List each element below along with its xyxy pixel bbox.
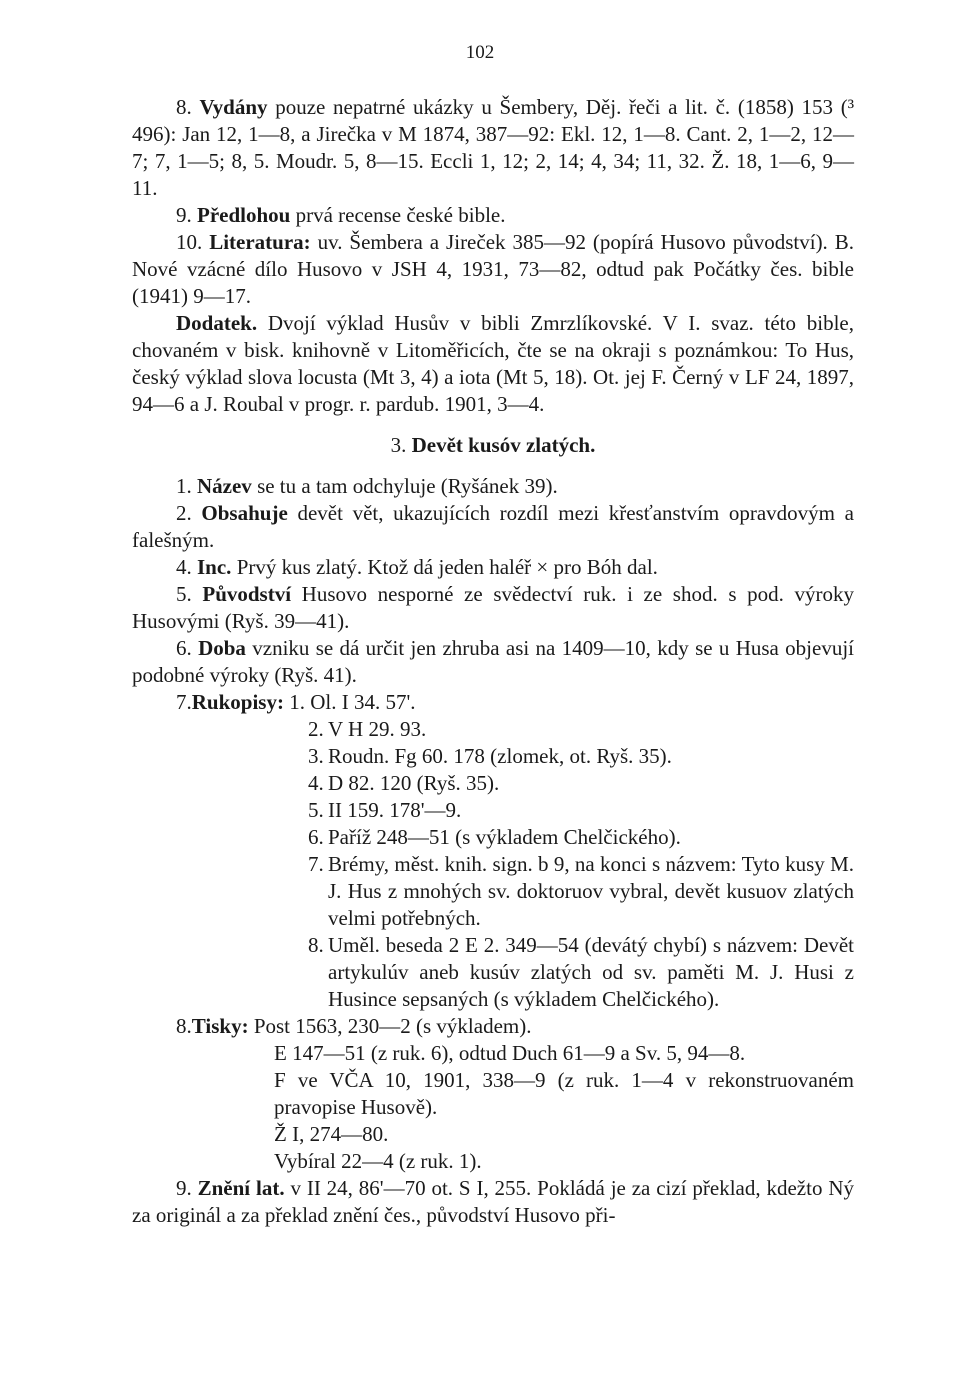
item-text: Prvý kus zlatý. Ktož dá jeden haléř × pro Bóh dal.	[231, 555, 658, 579]
item-number: 1.	[176, 474, 197, 498]
item-text: prvá recense české bible.	[290, 203, 506, 227]
item-number: 9.	[176, 1176, 198, 1200]
item-heading: Název	[197, 474, 252, 498]
prints-heading-row	[132, 1013, 854, 1040]
item-heading: Tisky:	[191, 1014, 249, 1038]
section-heading	[132, 432, 854, 459]
manuscript-number: 4.	[308, 771, 324, 795]
manuscript-entry	[132, 743, 854, 770]
item-number: 10.	[176, 230, 210, 254]
manuscript-number: 2.	[308, 717, 324, 741]
manuscript-entry: 1. Ol. I 34. 57'.	[289, 690, 416, 714]
item-number: 6.	[176, 636, 199, 660]
item-text: Dvojí výklad Husův v bibli Zmrzlíkovské. V I. svaz. této bible, chovaném v bisk. knihovně v Litoměřicích, čte se na okraji s poznámkou: To Hus, český výklad slova locusta (Mt 3, 4) a iota (Mt 5, 18). Ot. jej F. Černý v LF 24, 1897, 94—6 a J. Roubal v progr. r. pardub. 1901, 3—4.	[132, 311, 854, 416]
item-text: se tu a tam odchyluje (Ryšánek 39).	[251, 474, 558, 498]
item-heading: Obsahuje	[201, 501, 288, 525]
manuscript-text: V H 29. 93.	[328, 717, 427, 741]
manuscript-entry	[132, 770, 854, 797]
manuscript-number: 7.	[308, 852, 324, 876]
manuscript-number: 8.	[308, 933, 324, 957]
paragraph-10	[132, 229, 854, 310]
section-item-4	[132, 554, 854, 581]
paragraph-9	[132, 202, 854, 229]
section-item-9	[132, 1175, 854, 1229]
item-heading: Předlohou	[197, 203, 291, 227]
section-title: Devět kusóv zlatých.	[411, 433, 596, 457]
item-heading: Literatura:	[209, 230, 311, 254]
print-entry: F ve VČA 10, 1901, 338—9 (z ruk. 1—4 v rekonstruovaném pravopise Husově).	[274, 1068, 854, 1119]
manuscript-entry	[132, 932, 854, 1013]
print-entry: Ž I, 274—80.	[274, 1122, 389, 1146]
item-heading: Doba	[198, 636, 246, 660]
section-item-5	[132, 581, 854, 635]
item-number: 5.	[176, 582, 203, 606]
manuscript-entry	[132, 851, 854, 932]
section-item-6	[132, 635, 854, 689]
item-heading: Dodatek.	[176, 311, 258, 335]
item-number: 2.	[176, 501, 202, 525]
item-text: uv. Šembera a Jireček 385—92 (popírá Husovo původství). B. Nové vzácné dílo Husovo v JSH 4, 1931, 73—82, odtud pak Počátky čes. bible (1941) 9—17.	[132, 230, 854, 308]
item-text: pouze nepatrné ukázky u Šembery, Děj. řeči a lit. č. (1858) 153 (³ 496): Jan 12, 1—8, a Jirečka v M 1874, 387—92: Ekl. 12, 1—8. Cant. 2, 1—2, 12—7; 7, 1—5; 8, 5. Moudr. 5, 8—15. Eccli 1, 12; 2, 14; 4, 34; 11, 32. Ž. 18, 1—6, 9—11.	[132, 95, 854, 200]
manuscript-number: 5.	[308, 798, 324, 822]
section-item-1	[132, 473, 854, 500]
item-number: 7.	[176, 690, 192, 714]
page-body	[132, 94, 854, 1229]
item-heading: Původství	[202, 582, 292, 606]
print-entry: Post 1563, 230—2 (s výkladem).	[253, 1014, 532, 1038]
item-text: devět vět, ukazujících rozdíl mezi křesťanstvím opravdovým a falešným.	[132, 501, 855, 552]
manuscript-text: D 82. 120 (Ryš. 35).	[328, 771, 500, 795]
print-entry: Vybíral 22—4 (z ruk. 1).	[274, 1149, 482, 1173]
prints-list	[132, 1040, 854, 1175]
item-heading: Inc.	[197, 555, 232, 579]
paragraph-8	[132, 94, 854, 202]
manuscript-entry	[132, 824, 854, 851]
page-number: 102	[465, 42, 495, 63]
section-number: 3.	[390, 433, 412, 457]
item-heading: Rukopisy:	[191, 690, 284, 714]
manuscript-text: Roudn. Fg 60. 178 (zlomek, ot. Ryš. 35).	[328, 744, 672, 768]
manuscript-text: II 159. 178'—9.	[328, 798, 462, 822]
paragraph-dodatek	[132, 310, 854, 418]
manuscript-text: Brémy, měst. knih. sign. b 9, na konci s názvem: Tyto kusy M. J. Hus z mnohých sv. doktoruov vybral, devět kusuov zlatých velmi potřebných.	[328, 852, 854, 930]
manuscript-entry	[132, 716, 854, 743]
section-item-2	[132, 500, 854, 554]
item-text: v II 24, 86'—70 ot. S I, 255. Pokládá je za cizí překlad, kdežto Ný za originál a za překlad znění čes., původství Husovo při-	[132, 1176, 854, 1227]
manuscript-number: 3.	[308, 744, 324, 768]
manuscripts-list	[132, 716, 854, 1013]
manuscript-text: Uměl. beseda 2 E 2. 349—54 (devátý chybí) s názvem: Devět artykulúv aneb kusúv zlatých od sv. paměti M. J. Husi z Husince sepsaných (s výkladem Chelčického).	[328, 933, 854, 1011]
manuscripts-heading-row	[132, 689, 854, 716]
manuscript-number: 6.	[308, 825, 324, 849]
print-entry: E 147—51 (z ruk. 6), odtud Duch 61—9 a Sv. 5, 94—8.	[274, 1041, 746, 1065]
item-number: 4.	[176, 555, 197, 579]
item-number: 9.	[176, 203, 197, 227]
item-heading: Vydány	[199, 95, 268, 119]
item-text: vzniku se dá určit jen zhruba asi na 1409—10, kdy se u Husa objevují podobné výroky (Ryš. 41).	[132, 636, 855, 687]
manuscript-text: Paříž 248—51 (s výkladem Chelčického).	[328, 825, 681, 849]
item-number: 8.	[176, 95, 200, 119]
item-text: Husovo nesporné ze svědectví ruk. i ze shod. s pod. výroky Husovými (Ryš. 39—41).	[132, 582, 854, 633]
manuscript-entry	[132, 797, 854, 824]
item-number: 8.	[176, 1014, 192, 1038]
item-heading: Znění lat.	[197, 1176, 285, 1200]
